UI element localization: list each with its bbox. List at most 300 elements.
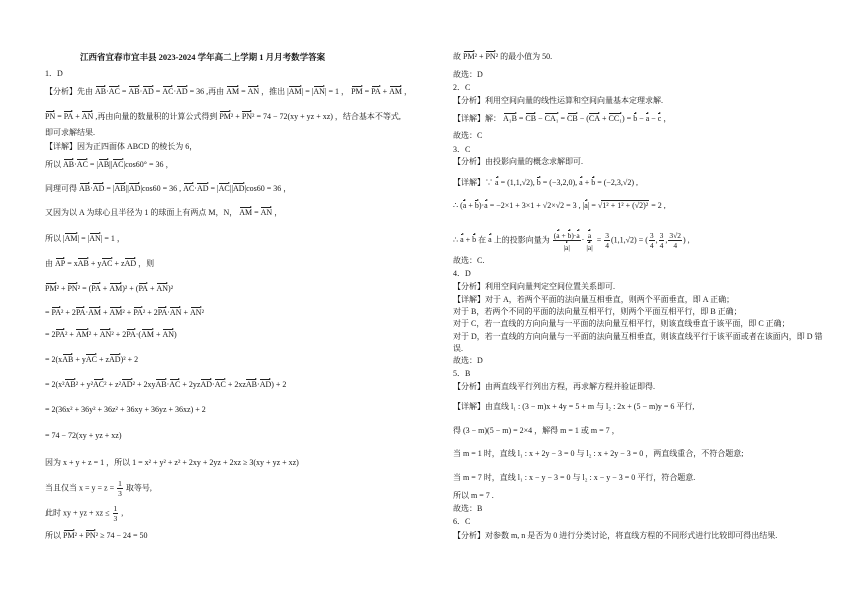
text-run: =	[55, 112, 64, 121]
vector-symbol: PA	[51, 308, 62, 317]
vector-symbol: a	[462, 201, 467, 210]
text-run: ·	[90, 184, 93, 193]
vector-symbol: AN	[169, 308, 182, 317]
vector-symbol: AC	[183, 184, 195, 193]
vector-symbol: a	[587, 231, 592, 240]
text-run: 3	[113, 514, 118, 523]
vector-symbol: A₁B	[503, 114, 517, 123]
text-run: ∴ (	[453, 201, 463, 210]
fraction-denominator	[585, 241, 593, 252]
left-column	[45, 0, 450, 595]
text-run: +	[466, 201, 475, 210]
text-run: =	[594, 235, 604, 245]
vector-symbol: b	[567, 231, 572, 240]
text-run: = 2(x	[45, 355, 63, 364]
vector-symbol: AB	[64, 380, 76, 389]
q1-detail-line	[45, 306, 204, 319]
text-run: ² + y²	[75, 380, 94, 389]
fraction-numerator	[587, 229, 592, 241]
fraction-denominator	[117, 489, 123, 498]
text-run: 3	[659, 231, 664, 240]
text-run: |	[586, 243, 588, 252]
text-run: =	[119, 87, 129, 96]
text-run: 所以	[45, 160, 63, 169]
q3-choice: 故选：C.	[453, 256, 485, 265]
vector-symbol: AB	[79, 184, 91, 193]
q4-detail-line: 【详解】对于 A，若两个平面的法向量互相垂直，则两个平面垂直，即 A 正确；	[453, 295, 735, 304]
text-run: ·(	[135, 330, 142, 339]
q1-detail-line	[45, 232, 125, 245]
vector-symbol: AC	[162, 87, 174, 96]
text-run: −	[637, 114, 646, 123]
text-run: ·	[581, 235, 585, 245]
text-run: ² +	[230, 112, 242, 121]
q5-answer: 5．B	[453, 369, 471, 378]
vector-symbol: AM	[288, 87, 302, 96]
vector-symbol: AB	[245, 380, 258, 389]
vector-symbol: AN	[190, 308, 202, 317]
q3-detail-line	[453, 229, 690, 252]
q5-detail-line: 当 m = 1 时，直线 l₁ : x + 2y − 3 = 0 与 l₂ : x + 2y − 3 = 0 ，两直线重合，不符合题意;	[453, 449, 744, 458]
vector-symbol: PN	[85, 531, 96, 540]
text-run: =	[362, 87, 372, 96]
text-run: 当且仅当 x = y = z =	[45, 483, 117, 493]
vector-symbol: AB	[98, 160, 110, 169]
vector-symbol: CB	[567, 114, 578, 123]
vector-symbol: AM	[141, 330, 154, 339]
text-run: ²	[201, 308, 204, 317]
text-run: | = √	[587, 201, 603, 210]
vector-symbol: AB	[62, 355, 74, 364]
vector-symbol: a	[488, 235, 492, 245]
text-run: +	[600, 114, 609, 123]
vector-symbol: AN	[313, 87, 325, 96]
fraction-numerator	[668, 231, 682, 241]
text-run: ·	[74, 160, 77, 169]
text-run: ||	[125, 184, 129, 193]
text-run: 1	[118, 479, 122, 488]
text-run: 故	[453, 52, 463, 61]
text-run: (	[553, 231, 557, 240]
text-run: |	[563, 243, 566, 252]
q3-answer: 3．C	[453, 145, 471, 154]
text-run: 此时 xy + yz + xz ≤	[45, 508, 112, 518]
q4-analysis: 【分析】利用空间向量判定空间位置关系即可.	[453, 282, 615, 291]
q2-choice: 故选：C	[453, 131, 483, 140]
text-run: +	[380, 87, 390, 96]
text-run: 由	[45, 259, 55, 268]
text-run: = 2	[45, 330, 56, 339]
vector-symbol: AD	[259, 380, 272, 389]
vector-symbol: PA	[133, 308, 143, 317]
text-run: (1,1,√2) = (	[610, 235, 648, 245]
vector-symbol: AN	[81, 112, 94, 121]
fraction-denominator	[649, 241, 655, 250]
vector-symbol: PA	[126, 330, 136, 339]
text-run: 4	[659, 241, 664, 250]
text-run: ,再由向量的数量积的计算公式得到	[93, 112, 220, 121]
vector-symbol: AB	[128, 87, 140, 96]
text-run: +	[100, 284, 110, 293]
vector-symbol: AN	[162, 330, 175, 339]
text-run: 所以	[45, 531, 63, 540]
vector-symbol: PM	[463, 52, 475, 61]
text-run: + y	[88, 259, 102, 268]
vector-symbol: PA	[63, 112, 74, 121]
fraction	[117, 479, 123, 498]
text-run: 4	[649, 241, 654, 250]
vector-symbol: AB	[95, 87, 107, 96]
vector-symbol: AB	[63, 160, 75, 169]
q1-detail-line	[45, 529, 148, 542]
text-run: ² = 74 − 72(xy + yz + xz) ，结合基本不等式,	[252, 112, 401, 121]
text-run: = 2 ,	[649, 201, 666, 210]
q4-detail-line: 对于 D，若一直线的方向向量与一平面的法向量互相垂直，则该直线平行于该平面或者在该面内，即 D 错	[453, 332, 823, 341]
vector-symbol: CB	[525, 114, 537, 123]
text-run: ² +	[474, 52, 486, 61]
q5-detail-line: 当 m = 7 时，直线 l₁ : x − y − 3 = 0 与 l₂ : x − y − 3 = 0 平行，符合题意.	[453, 473, 696, 482]
text-run: = −2×1 + 3×1 + √2×√2 = 3 , |	[487, 201, 585, 210]
text-run: 上的投影向量为	[491, 235, 552, 245]
text-run: 4	[605, 241, 609, 250]
q1-detail-line	[45, 378, 286, 391]
vector-symbol: AN	[99, 330, 112, 339]
vector-symbol: PM	[63, 531, 75, 540]
fraction	[553, 229, 581, 252]
fraction	[649, 231, 655, 250]
text-run: +	[147, 284, 157, 293]
text-run: ·	[194, 184, 197, 193]
q4-detail-line: 误.	[453, 344, 463, 353]
text-run: + z	[96, 355, 110, 364]
vector-symbol: b	[591, 178, 596, 187]
text-run: +	[153, 330, 163, 339]
text-run: ||	[229, 184, 233, 193]
text-run: )·	[571, 231, 577, 240]
text-run: ² + 2	[61, 308, 76, 317]
fraction-numerator	[553, 229, 581, 241]
vector-symbol: a	[645, 114, 650, 123]
vector-symbol: AM	[389, 87, 403, 96]
text-run: 在	[476, 235, 489, 245]
fraction-denominator	[113, 514, 119, 523]
text-run: ,	[655, 235, 658, 245]
vector-symbol: AN	[260, 208, 273, 217]
vector-symbol: AM	[88, 308, 101, 317]
text-run: 1² + 1² + (√2)²	[602, 201, 649, 210]
text-run: = (−3,2,0),	[540, 178, 580, 187]
text-run: ) =	[622, 114, 634, 123]
text-run: 同理可得	[45, 184, 79, 193]
vector-symbol: PA	[55, 330, 66, 339]
q1-detail-line	[45, 282, 173, 295]
text-run: =	[239, 87, 248, 96]
vector-symbol: a	[584, 201, 588, 210]
text-run: =	[558, 114, 568, 123]
radicand	[601, 200, 649, 210]
text-run: |	[591, 243, 593, 252]
q4-choice: 故选：D	[453, 356, 483, 365]
text-run: |	[568, 243, 570, 252]
text-run: = 2(x²	[45, 380, 65, 389]
text-run: ² + 2xy	[132, 380, 156, 389]
text-run: ，	[402, 87, 413, 96]
vector-symbol: CA	[588, 114, 601, 123]
text-run: = x	[65, 259, 78, 268]
q1-conclusion-line	[453, 50, 552, 63]
vector-symbol: AC	[218, 184, 230, 193]
text-run: ² + z²	[104, 380, 121, 389]
text-run: )² + (	[122, 284, 139, 293]
text-run: + 2yz	[180, 380, 201, 389]
vector-symbol: b	[536, 178, 541, 187]
vector-symbol: PN	[67, 284, 78, 293]
text-run: |cos60° = 36 ，	[123, 160, 174, 169]
vector-symbol: AC	[101, 259, 113, 268]
text-run: +	[73, 112, 82, 121]
text-run: + y	[73, 355, 86, 364]
text-run: 【详解】∵	[453, 178, 495, 187]
text-run: 又因为以 A 为球心且半径为 1 的球面上有两点 M，N，	[45, 208, 240, 217]
text-run: ，	[272, 208, 283, 217]
vector-symbol: AC	[76, 160, 88, 169]
text-run: −	[536, 114, 545, 123]
vector-symbol: PA	[157, 308, 168, 317]
text-run: −	[649, 114, 658, 123]
q5-choice: 故选：B	[453, 504, 483, 513]
text-run: 取等号,	[123, 483, 152, 493]
vector-symbol: CC₁	[608, 114, 622, 123]
vector-symbol: AN	[156, 284, 169, 293]
text-run: +	[582, 178, 592, 187]
q2-answer: 2．C	[453, 83, 471, 92]
vector-symbol: PA	[371, 87, 381, 96]
q1-detail-line	[45, 206, 282, 219]
text-run: ² +	[88, 330, 100, 339]
text-run: |cos60 = 36 ，	[244, 184, 292, 193]
text-run: 【详解】解：	[453, 114, 503, 123]
text-run: )	[174, 330, 177, 339]
vector-symbol: CA₁	[544, 114, 559, 123]
text-run: 3√2	[669, 231, 681, 240]
fraction	[659, 231, 668, 250]
text-run: = |	[208, 184, 219, 193]
text-run: + z	[112, 259, 125, 268]
text-run: 所以 |	[45, 234, 65, 243]
text-run: = 36 ,再由	[187, 87, 227, 96]
text-run: = |	[104, 184, 115, 193]
text-run: ) ,	[683, 235, 690, 245]
text-run: + 2xz	[225, 380, 246, 389]
text-run: 1	[113, 504, 118, 513]
vector-symbol: AC	[112, 160, 124, 169]
vector-symbol: AM	[239, 208, 253, 217]
vector-symbol: AC	[108, 87, 120, 96]
vector-symbol: AM	[109, 308, 123, 317]
text-run: ·	[212, 380, 215, 389]
text-run: ·	[85, 308, 89, 317]
text-run: ² +	[56, 284, 68, 293]
text-run: ·	[167, 308, 170, 317]
q1-analysis-line: 即可求解结果.	[45, 128, 95, 137]
q1-detail-line	[45, 353, 138, 366]
q1-choice: 故选：D	[453, 70, 483, 79]
text-run: ² +	[122, 308, 134, 317]
vector-symbol: AB	[155, 380, 167, 389]
vector-symbol: c	[657, 114, 662, 123]
vector-symbol: AC	[93, 380, 105, 389]
fraction	[668, 231, 682, 250]
text-run: 3	[118, 489, 122, 498]
vector-symbol: AD	[121, 380, 133, 389]
vector-symbol: a	[495, 178, 499, 187]
vector-symbol: AD	[200, 380, 213, 389]
q1-detail-line: = 74 − 72(xy + yz + xz)	[45, 431, 122, 440]
vector-symbol: a	[587, 243, 592, 252]
text-run: = (−2,3,√2) ,	[595, 178, 638, 187]
text-run: ·	[257, 380, 260, 389]
q1-analysis-line	[45, 85, 412, 98]
text-run: |cos60 = 36 ,	[140, 184, 184, 193]
vector-symbol: AC	[214, 380, 226, 389]
fraction-denominator	[563, 241, 571, 252]
vector-symbol: PM	[219, 112, 231, 121]
vector-symbol: AD	[142, 87, 154, 96]
text-run: = (1,1,√2),	[498, 178, 537, 187]
q3-detail-line	[453, 199, 666, 212]
q6-analysis: 【分析】对参数 m, n 是否为 0 进行分类讨论，将直线方程的不同形式进行比较即可得出结果.	[453, 531, 778, 540]
text-run: +	[101, 308, 110, 317]
text-run: =	[252, 208, 261, 217]
fraction-denominator	[659, 241, 665, 250]
fraction	[604, 231, 610, 250]
text-run: ||	[109, 160, 113, 169]
q4-detail-line: 对于 C，若一直线的方向向量与一平面的法向量互相平行，则该直线垂直于该平面，即 C 正确；	[453, 319, 790, 328]
vector-symbol: PN	[45, 112, 56, 121]
text-run: | = |	[301, 87, 314, 96]
fraction-numerator	[113, 504, 119, 514]
vector-symbol: PM	[351, 87, 363, 96]
text-run: ，则	[136, 259, 155, 268]
text-run: ∴	[453, 235, 461, 245]
q4-detail-line: 对于 B，若两个不同的平面的法向量互相平行，则两个平面互相平行，即 B 正确；	[453, 307, 742, 316]
q1-analysis-line	[45, 110, 401, 123]
q1-detail-line: 【详解】因为正四面体 ABCD 的棱长为 6，	[45, 142, 198, 151]
vector-symbol: AD	[124, 259, 137, 268]
vector-symbol: PA	[75, 308, 86, 317]
q6-answer: 6．C	[453, 517, 471, 526]
vector-symbol: b	[472, 235, 477, 245]
text-run: +	[463, 235, 473, 245]
text-run: =	[45, 308, 52, 317]
q5-detail-line: 得 (3 − m)(5 − m) = 2×4 ，解得 m = 1 或 m = 7 ，	[453, 426, 620, 435]
vector-symbol: AP	[55, 259, 66, 268]
vector-symbol: a	[460, 235, 464, 245]
text-run: | = 1 ，	[324, 87, 352, 96]
fraction-numerator	[649, 231, 655, 241]
vector-symbol: PN	[485, 52, 496, 61]
vector-symbol: AM	[75, 330, 89, 339]
vector-symbol: AB	[77, 259, 89, 268]
text-run: − (	[577, 114, 589, 123]
text-run: ,	[119, 508, 124, 518]
vector-symbol: AM	[109, 284, 123, 293]
vector-symbol: AD	[92, 184, 105, 193]
vector-symbol: AN	[247, 87, 260, 96]
q4-answer: 4．D	[453, 269, 471, 278]
vector-symbol: a	[556, 231, 560, 240]
q5-analysis: 【分析】由两直线平行列出方程，再求解方程并验证即得.	[453, 382, 655, 391]
vector-symbol: a	[484, 201, 488, 210]
text-run: | = 1 ，	[100, 234, 125, 243]
vector-symbol: PN	[241, 112, 253, 121]
vector-symbol: AC	[169, 380, 181, 389]
vector-symbol: AD	[128, 184, 141, 193]
fraction	[585, 229, 593, 252]
q1-detail-line	[45, 479, 152, 498]
text-run: 3	[605, 231, 609, 240]
text-run: ² +	[65, 330, 76, 339]
q1-detail-line	[45, 504, 123, 523]
fraction-denominator	[672, 241, 678, 250]
right-column	[453, 0, 853, 595]
text-run: ) + 2	[271, 380, 287, 389]
vector-symbol: AD	[176, 87, 188, 96]
text-run: ·	[166, 380, 170, 389]
text-run: +	[559, 231, 568, 240]
q1-detail-line	[45, 257, 154, 270]
fraction-denominator	[604, 241, 610, 250]
q1-detail-line	[45, 328, 177, 341]
text-run: =	[516, 114, 526, 123]
text-run: )·	[478, 201, 485, 210]
text-run: | = |	[77, 234, 90, 243]
q2-analysis: 【分析】利用空间向量的线性运算和空间向量基本定理求解.	[453, 96, 663, 105]
vector-symbol: AD	[109, 355, 121, 364]
q5-detail-line: 所以 m = 7 .	[453, 491, 494, 500]
q3-analysis: 【分析】由投影向量的概念求解即可.	[453, 157, 583, 166]
text-run: ² 的最小值为 50.	[495, 52, 553, 61]
vector-symbol: AB	[114, 184, 126, 193]
text-run: 【分析】先由	[45, 87, 95, 96]
q1-detail-line: = 2(36x² + 36y² + 36z² + 36xy + 36yz + 36xz) + 2	[45, 405, 206, 414]
text-run: ,	[665, 235, 668, 245]
text-run: =	[153, 87, 163, 96]
text-run: ，推出 |	[259, 87, 289, 96]
q2-detail	[453, 112, 671, 125]
text-run: 3	[649, 231, 654, 240]
vector-symbol: PA	[91, 284, 101, 293]
text-run: ，	[661, 114, 672, 123]
vector-symbol: PA	[138, 284, 148, 293]
fraction	[113, 504, 119, 523]
page-title: 江西省宜春市宜丰县 2023-2024 学年高二上学期 1 月月考数学答案	[80, 52, 326, 62]
vector-symbol: AD	[232, 184, 245, 193]
vector-symbol: PM	[45, 284, 57, 293]
vector-symbol: AC	[85, 355, 97, 364]
vector-symbol: b	[474, 201, 479, 210]
text-run: ² = (	[77, 284, 92, 293]
q5-detail-line: 【详解】由直线 l₁ : (3 − m)x + 4y = 5 + m 与 l₂ : 2x + (5 − m)y = 6 平行,	[453, 402, 695, 411]
vector-symbol: AM	[226, 87, 240, 96]
text-run: ² + 2	[111, 330, 127, 339]
text-run: 4	[673, 241, 678, 250]
text-run: ² +	[74, 531, 86, 540]
fraction-numerator	[117, 479, 123, 489]
q1-detail-line	[45, 158, 173, 171]
vector-symbol: AM	[64, 234, 78, 243]
vector-symbol: a	[579, 178, 583, 187]
